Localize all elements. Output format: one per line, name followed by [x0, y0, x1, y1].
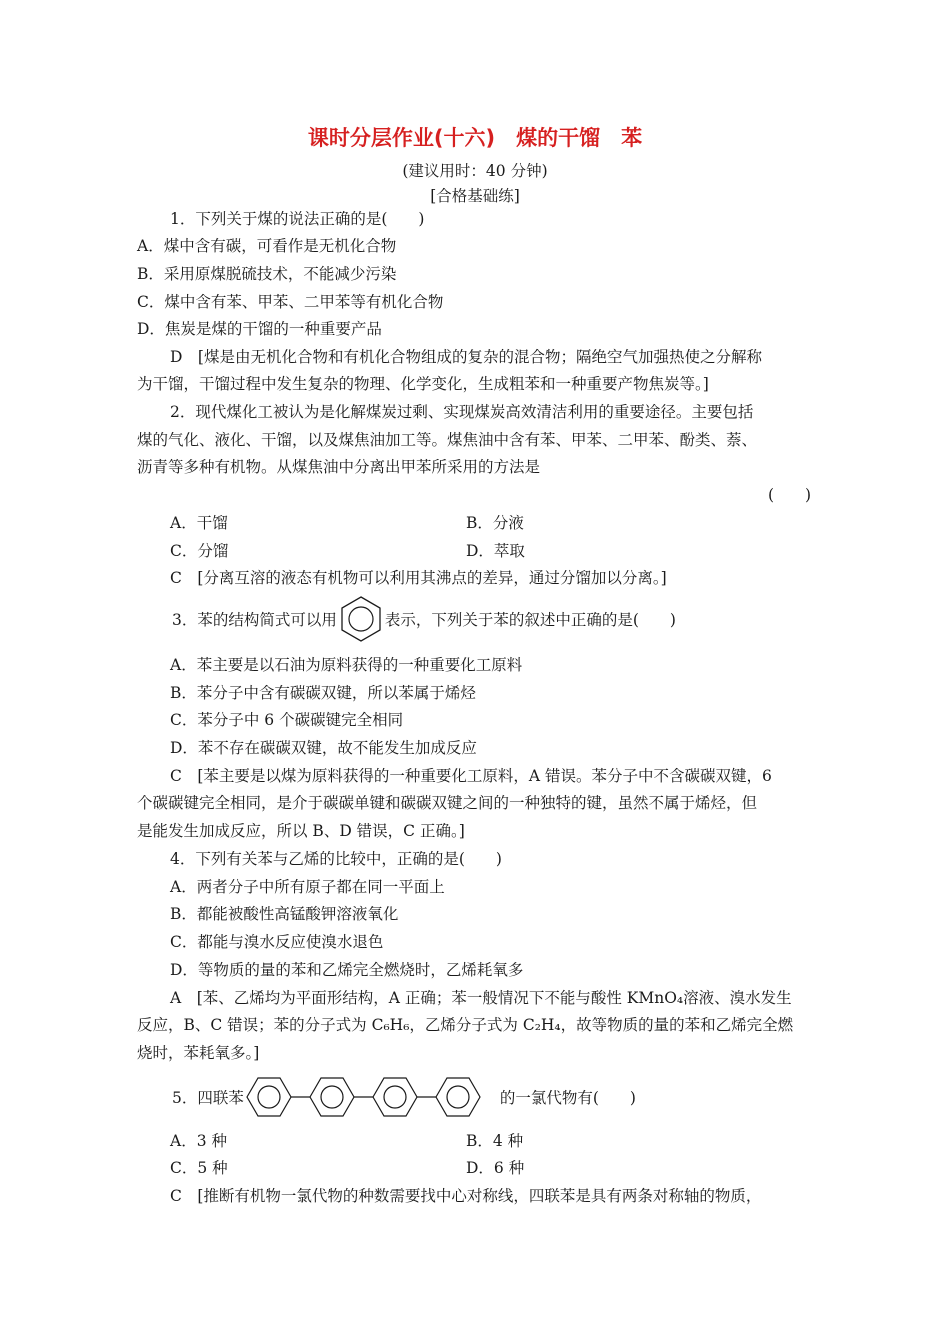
q3-stem-pre: 3．苯的结构简式可以用 — [172, 611, 337, 629]
q5-option-c: C．5 种 — [170, 1159, 228, 1177]
q5-stem-post: 的一氯代物有( ) — [499, 1089, 636, 1107]
q2-option-c: C．分馏 — [170, 542, 229, 560]
section-heading: [合格基础练] — [430, 187, 520, 205]
quaterphenyl-structure-icon — [244, 1072, 500, 1122]
q3-stem-post: 表示，下列关于苯的叙述中正确的是( ) — [384, 611, 676, 629]
q3-option-d: D．苯不存在碳碳双键，故不能发生加成反应 — [170, 739, 477, 757]
q2-option-a: A．干馏 — [170, 514, 228, 532]
q4-option-c: C．都能与溴水反应使溴水退色 — [170, 933, 384, 951]
q3-option-b: B．苯分子中含有碳碳双键，所以苯属于烯烃 — [170, 684, 476, 702]
q2-stem-line2: 煤的气化、液化、干馏，以及煤焦油加工等。煤焦油中含有苯、甲苯、二甲苯、酚类、萘、 — [137, 431, 758, 449]
q4-option-d: D．等物质的量的苯和乙烯完全燃烧时，乙烯耗氧多 — [170, 961, 524, 979]
q3-option-a: A．苯主要是以石油为原料获得的一种重要化工原料 — [170, 656, 523, 674]
q2-stem-line3: 沥青等多种有机物。从煤焦油中分离出甲苯所采用的方法是 — [137, 458, 541, 476]
q5-option-d: D．6 种 — [466, 1159, 525, 1177]
q4-option-b: B．都能被酸性高锰酸钾溶液氧化 — [170, 905, 399, 923]
q3-stem-row — [172, 594, 676, 644]
q3-answer-line1: C [苯主要是以煤为原料获得的一种重要化工原料，A 错误。苯分子中不含碳碳双键，6 — [170, 767, 772, 785]
page-title: 课时分层作业(十六) 煤的干馏 苯 — [307, 126, 643, 150]
q2-answer: C [分离互溶的液态有机物可以利用其沸点的差异，通过分馏加以分离。] — [170, 569, 667, 587]
q5-stem-row — [172, 1072, 636, 1122]
q1-answer-line1: D [煤是由无机化合物和有机化合物组成的复杂的混合物；隔绝空气加强热使之分解称 — [170, 348, 762, 366]
q3-answer-line3: 是能发生加成反应，所以 B、D 错误，C 正确。] — [137, 822, 465, 840]
q2-stem-line1: 2．现代煤化工被认为是化解煤炭过剩、实现煤炭高效清洁利用的重要途径。主要包括 — [170, 403, 754, 421]
q5-option-a: A．3 种 — [170, 1132, 227, 1150]
q3-answer-line2: 个碳碳键完全相同，是介于碳碳单键和碳碳双键之间的一种独特的键，虽然不属于烯烃，但 — [137, 794, 758, 812]
q4-answer-line1: A [苯、乙烯均为平面形结构，A 正确；苯一般情况下不能与酸性 KMnO₄溶液、溴水发生 — [170, 989, 792, 1007]
q5-answer-line1: C [推断有机物一氯代物的种数需要找中心对称线，四联苯是具有两条对称轴的物质， — [170, 1187, 762, 1205]
q5-stem-pre: 5．四联苯 — [172, 1089, 244, 1107]
q1-option-a: A．煤中含有碳，可看作是无机化合物 — [137, 237, 397, 255]
q2-option-d: D．萃取 — [466, 542, 525, 560]
q2-answer-paren: ( ) — [768, 486, 812, 504]
q4-answer-line3: 烧时，苯耗氧多。] — [137, 1044, 260, 1062]
q1-answer-line2: 为干馏，干馏过程中发生复杂的物理、化学变化，生成粗苯和一种重要产物焦炭等。] — [137, 375, 709, 393]
q2-option-b: B．分液 — [466, 514, 524, 532]
q4-option-a: A．两者分子中所有原子都在同一平面上 — [170, 878, 445, 896]
q4-stem: 4．下列有关苯与乙烯的比较中，正确的是( ) — [170, 850, 502, 868]
q1-option-c: C．煤中含有苯、甲苯、二甲苯等有机化合物 — [137, 293, 444, 311]
q1-stem: 1．下列关于煤的说法正确的是( ) — [170, 210, 425, 228]
q4-answer-line2: 反应，B、C 错误；苯的分子式为 C₆H₆，乙烯分子式为 C₂H₄，故等物质的量的苯和乙烯完全燃 — [137, 1016, 794, 1034]
q3-option-c: C．苯分子中 6 个碳碳键完全相同 — [170, 711, 404, 729]
q5-option-b: B．4 种 — [466, 1132, 524, 1150]
time-note: (建议用时：40 分钟) — [402, 162, 548, 180]
q1-option-b: B．采用原煤脱硫技术，不能减少污染 — [137, 265, 397, 283]
q1-option-d: D．焦炭是煤的干馏的一种重要产品 — [137, 320, 382, 338]
benzene-ring-icon — [337, 594, 385, 644]
